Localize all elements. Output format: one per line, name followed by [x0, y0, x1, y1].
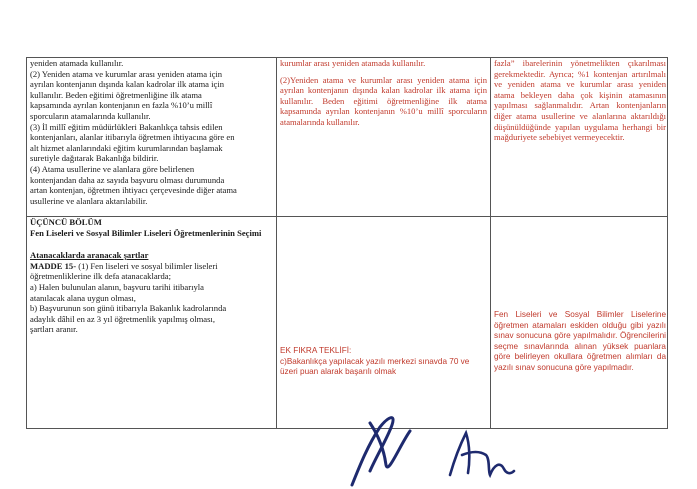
col3-top-cell [494, 58, 666, 143]
col1-line: (2) Yeniden atama ve kurumlar arası yeniden atama için [30, 68, 223, 79]
column-divider-1 [276, 58, 277, 428]
comparison-table [26, 57, 668, 429]
article-line: (1) Fen liseleri ve sosyal bilimler liseleri [78, 260, 218, 271]
ek-text: c)Bakanlıkça yapılacak yazılı merkezi sınavda 70 ve üzeri puan alarak başarılı olmak [280, 356, 470, 377]
article-line: öğretmenliklerine ilk defa atanacaklarda; [30, 271, 172, 282]
section-title: ÜÇÜNCÜ BÖLÜM [30, 217, 102, 227]
col3-bottom-cell [494, 310, 666, 374]
col1-line: (3) İl millî eğitim müdürlükleri Bakanlıkça tahsis edilen [30, 121, 223, 132]
col2-paragraph: (2)Yeniden atama ve kurumlar arası yeniden atama için ayrılan kontenjanın dışında kalan kadrolar ilk atama için kullanılır. Beden eğitimi öğretmenliğine ilk atama kapsamında ayrılan kontenjanın %10’u millî sporcuların atamalarında kullanılır. [280, 74, 487, 127]
article-heading: Atanacaklarda aranacak şartlar [30, 250, 149, 261]
col1-line: kapsamında ayrılan kontenjanın en fazla %10’u millî [30, 100, 213, 111]
col2-top-cell [280, 58, 487, 128]
col1-line: kontenjandan daha az sayıda başvuru olması durumunda [30, 174, 225, 185]
col1-bottom-cell [30, 217, 274, 335]
col1-line: (4) Atama usullerine ve alanlara göre belirlenen [30, 163, 195, 174]
col3-bottom-paragraph: Fen Liseleri ve Sosyal Bilimler Liselerine öğretmen atamaları eskiden olduğu gibi yazılı sınav sonucuna göre yapılmalıdır. Öğrencilerini seçme sınavlarında alınan yüksek puanlara göre belirleyen okullara öğretmen alımları da yazılı sınav sonucuna göre yapılmadır. [494, 310, 666, 372]
article-line: adaylık dâhil en az 3 yıl öğretmenlik yapılmış olması, [30, 313, 215, 324]
article-line: atanılacak alana uygun olması, [30, 292, 136, 303]
col1-line: ayrılan kontenjanın dışında kalan kadrolar ilk atama için [30, 79, 225, 90]
col1-line: suretiyle dağıtarak Bakanlığa bildirir. [30, 153, 159, 164]
article-line: b) Başvurunun son günü itibarıyla Bakanlık kadrolarında [30, 303, 227, 314]
col1-line: sporcuların atamalarında kullanılır. [30, 110, 151, 121]
signature-2 [440, 425, 520, 485]
ek-title: EK FIKRA TEKLİFİ: [280, 346, 352, 355]
col1-line: artan kontenjan, öğretmen ihtiyacı çerçevesinde diğer atama [30, 185, 237, 196]
col2-line: kurumlar arası yeniden atamada kullanılır. [280, 58, 426, 68]
col1-line: kontenjanları, alanlar itibarıyla öğretmen ihtiyacına göre en [30, 132, 235, 143]
col1-line: kullanılır. Beden eğitimi öğretmenliğine ilk atama [30, 89, 202, 100]
col1-top-cell [30, 58, 274, 206]
section-subtitle: Fen Liseleri ve Sosyal Bilimler Liseleri Öğretmenlerinin Seçimi [30, 227, 262, 238]
article-line: şartları aranır. [30, 324, 78, 335]
col3-paragraph: fazla” ibarelerinin yönetmelikten çıkarılması gerekmektedir. Ayrıca; %1 kontenjan artırılmalı ve yeniden atama ve kurumlar arası yeniden atama bekleyen daha çok kişinin atamasının yapılması sağlanmalıdır. Artan kontenjanların diğer atama usullerine ve alanlarına aktarıldığı düşünüldüğünde yapılan uygulama herhangi bir mağduriyete sebebiyet vermeyecektir. [494, 58, 666, 143]
article-line: a) Halen bulunulan alanın, başvuru tarihi itibarıyla [30, 281, 204, 292]
article-label: MADDE 15- [30, 260, 77, 271]
col1-line: alt hizmet alanlarındaki eğitim kurumlarından başlamak [30, 142, 223, 153]
col1-line: usullerine ve alanlara aktarılabilir. [30, 195, 148, 206]
col2-bottom-cell [280, 346, 487, 378]
col1-line: yeniden atamada kullanılır. [30, 58, 124, 68]
column-divider-2 [490, 58, 491, 428]
